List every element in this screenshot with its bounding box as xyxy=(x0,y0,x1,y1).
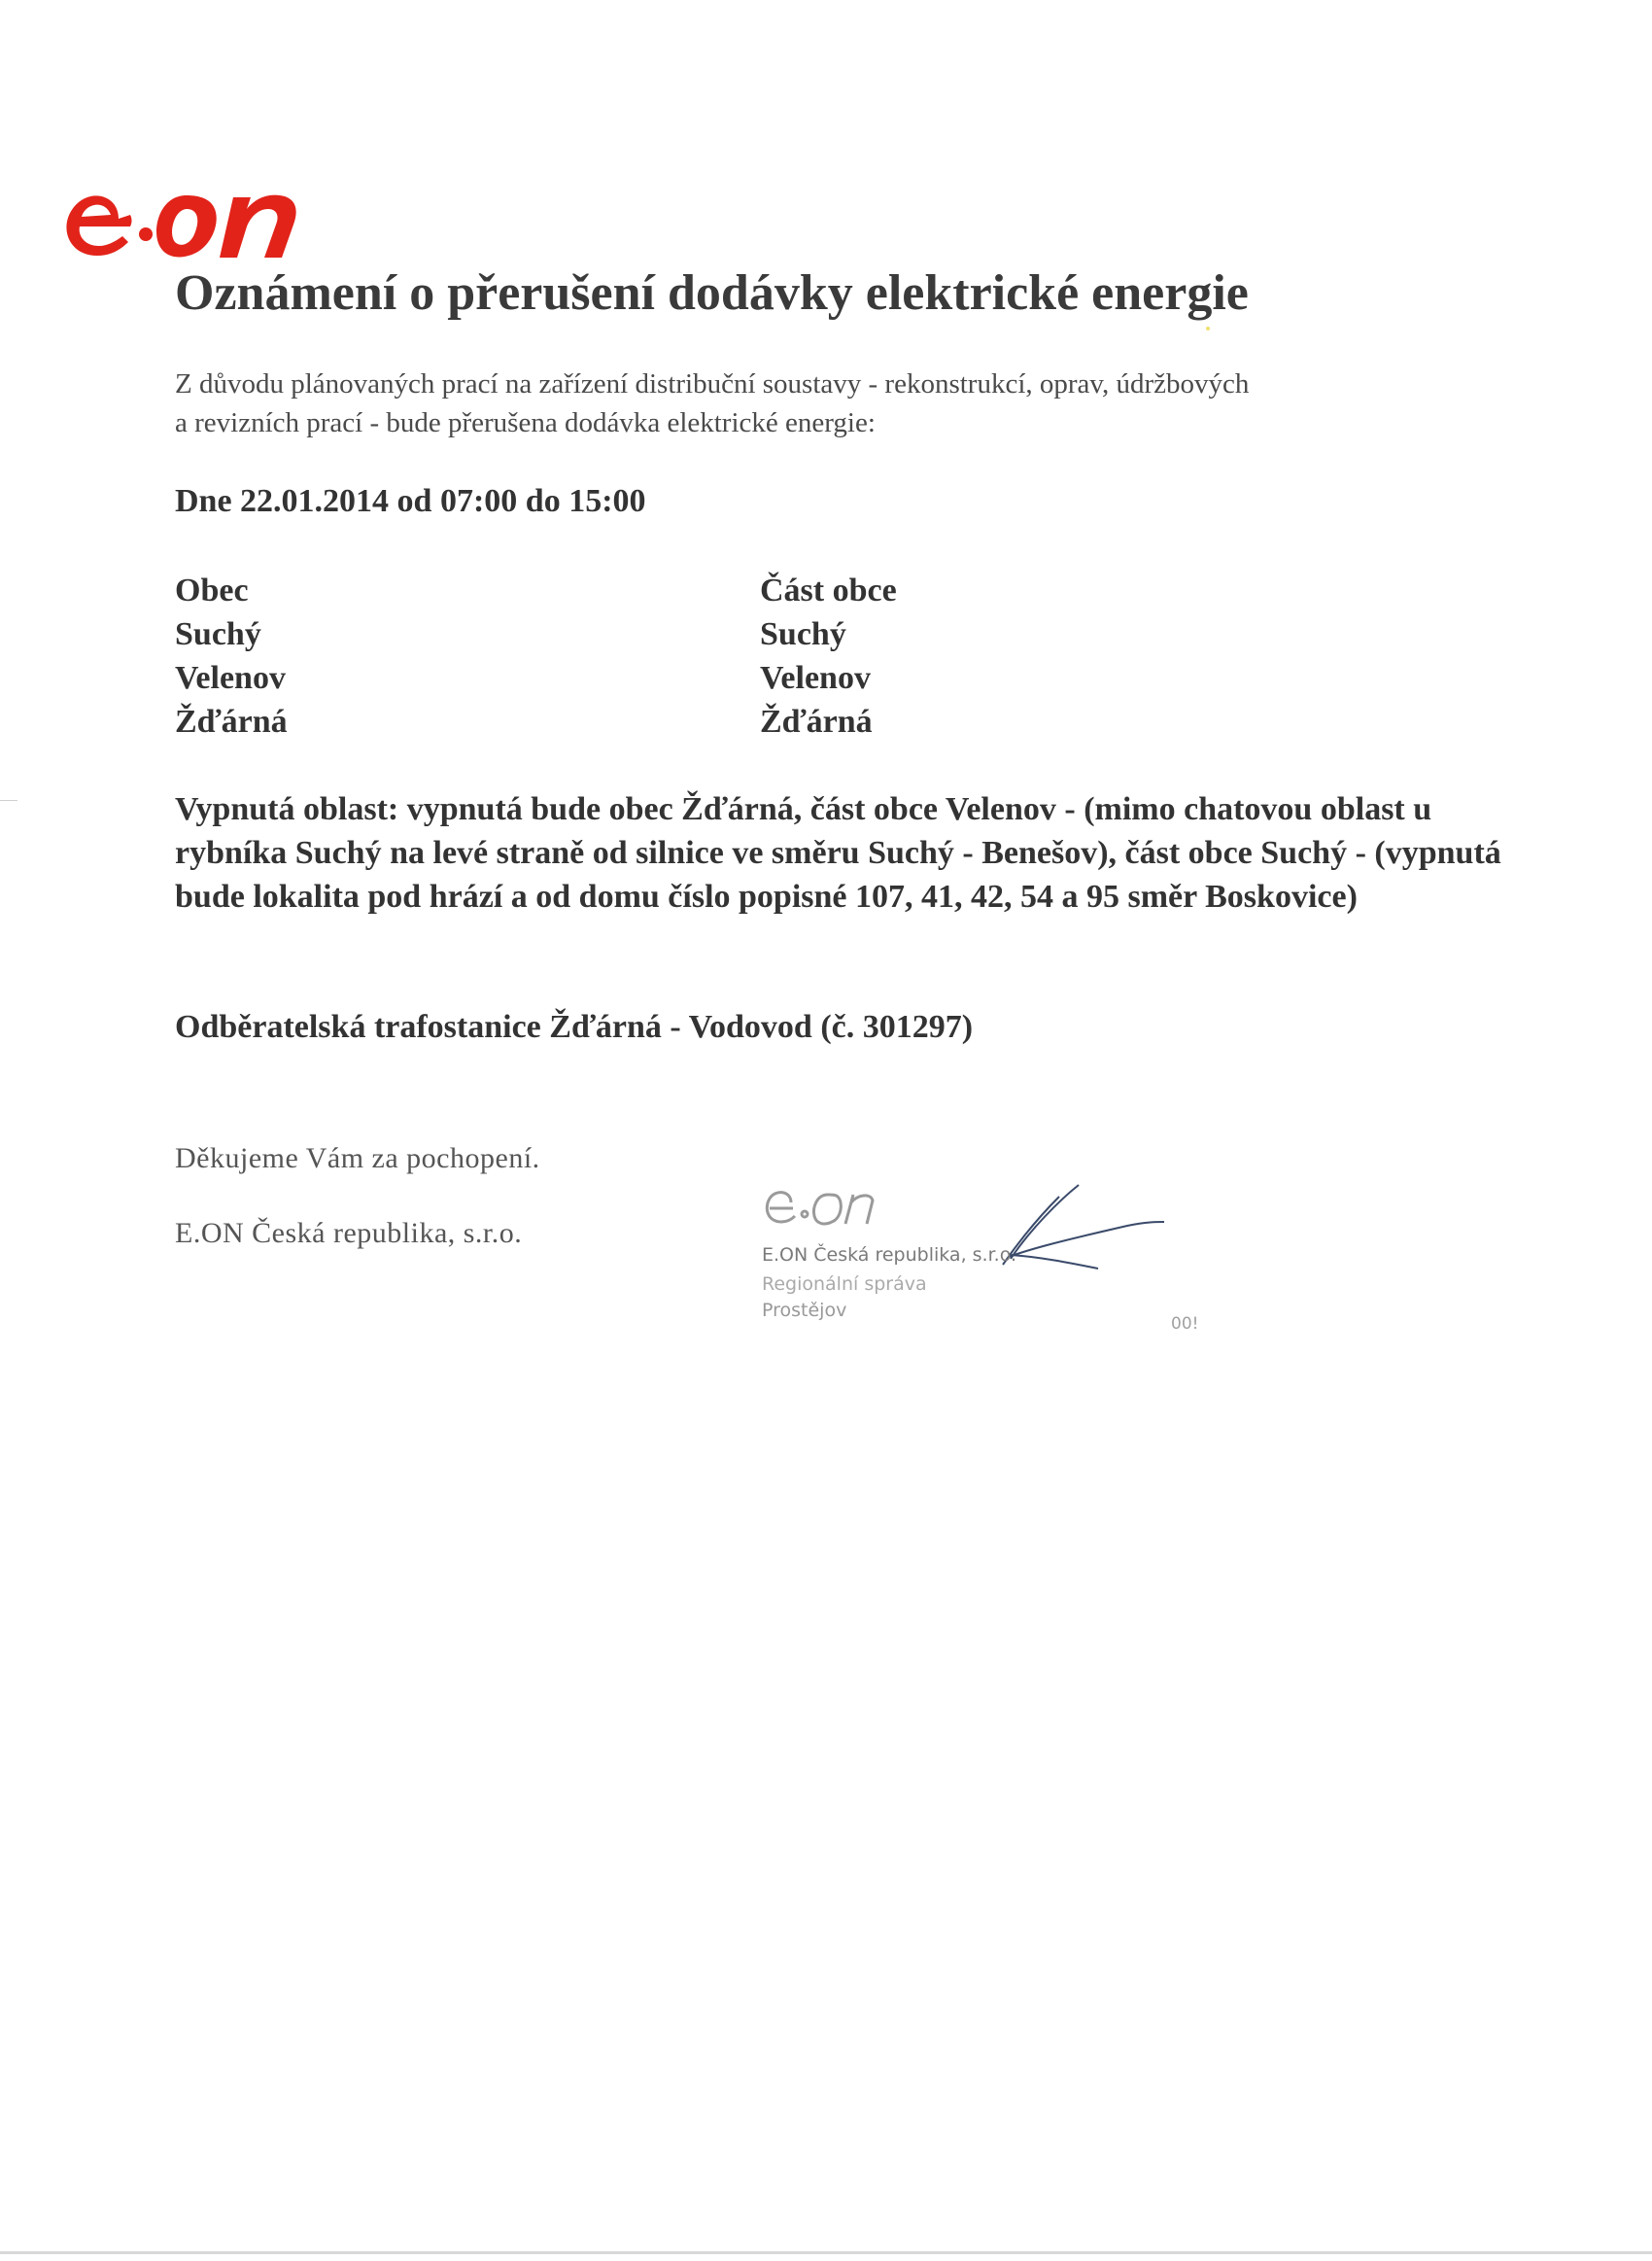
municipality-item: Velenov xyxy=(175,660,286,696)
page-title: Oznámení o přerušení dodávky elektrické energie xyxy=(175,265,1249,321)
eon-logo-n xyxy=(220,195,296,258)
scan-edge-mark xyxy=(0,800,17,801)
intro-line-2: a revizních prací - bude přerušena dodávka elektrické energie: xyxy=(175,407,876,438)
stamp-company: E.ON Česká republika, s.r.o. xyxy=(762,1244,1017,1266)
municipality-item: Suchý xyxy=(175,616,261,652)
eon-logo-dot xyxy=(139,227,153,241)
stamp-number: 00! xyxy=(1171,1314,1199,1334)
eon-logo-e xyxy=(66,195,131,256)
substation-line: Odběratelská trafostanice Žďárná - Vodovod (č. 301297) xyxy=(175,1009,974,1045)
eon-logo xyxy=(60,170,371,277)
municipality-column xyxy=(175,569,288,744)
eon-logo-o xyxy=(156,195,217,257)
municipality-item: Žďárná xyxy=(175,704,288,740)
eon-stamp-logo xyxy=(764,1181,910,1234)
thanks-text: Děkujeme Vám za pochopení. xyxy=(175,1142,540,1174)
company-name: E.ON Česká republika, s.r.o. xyxy=(175,1217,523,1249)
part-header: Část obce xyxy=(760,573,897,609)
intro-line-1: Z důvodu plánovaných prací na zařízení distribuční soustavy - rekonstrukcí, oprav, údržbových xyxy=(175,368,1250,400)
stamp-city: Prostějov xyxy=(762,1300,847,1321)
affected-area: Vypnutá oblast: vypnutá bude obec Žďárná, část obce Velenov - (mimo chatovou oblast u rybníka Suchý na levé straně od silnice ve směru Suchý - Benešov), část obce Suchý - (vypnutá bude lokalita pod hrází a od domu číslo popisné 107, 41, 42, 54 a 95 směr Boskovice) xyxy=(175,791,1501,915)
company-stamp xyxy=(758,1181,1166,1337)
part-item: Velenov xyxy=(760,660,871,696)
municipality-header: Obec xyxy=(175,573,249,609)
part-column xyxy=(760,569,897,744)
stamp-department: Regionální správa xyxy=(762,1273,927,1295)
scan-bottom-edge xyxy=(0,2251,1652,2254)
decorative-dot xyxy=(1206,327,1210,330)
outage-date: Dne 22.01.2014 od 07:00 do 15:00 xyxy=(175,483,646,519)
intro-paragraph xyxy=(175,365,1487,442)
part-item: Suchý xyxy=(760,616,846,652)
part-item: Žďárná xyxy=(760,704,873,740)
